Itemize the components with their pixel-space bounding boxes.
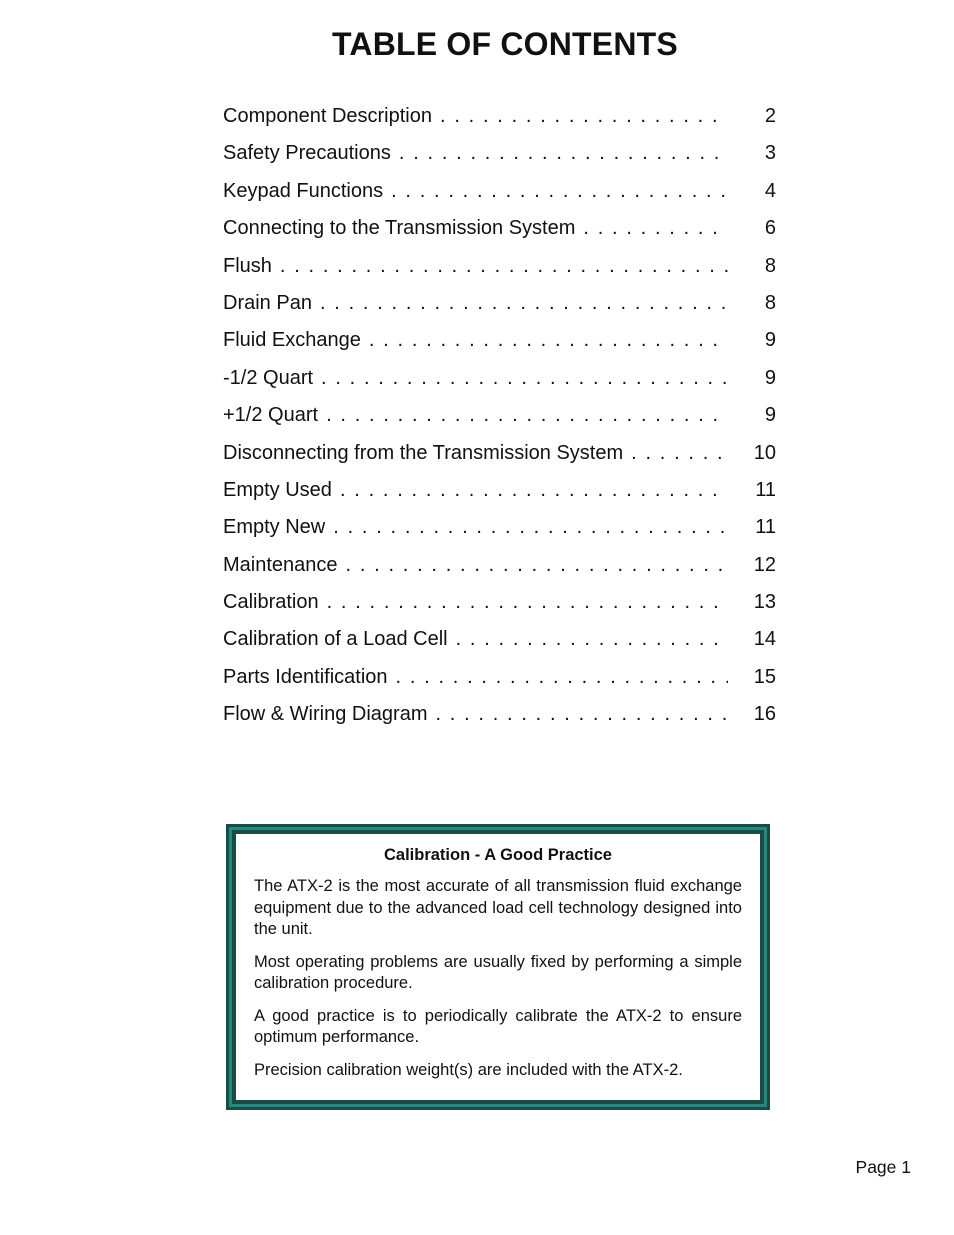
toc-entry-label: Empty Used xyxy=(223,478,332,501)
toc-entry-page: 13 xyxy=(753,591,776,614)
callout-paragraph: The ATX-2 is the most accurate of all transmission fluid exchange equipment due to the advanced load cell technology designed into the unit. xyxy=(254,877,742,938)
toc-entry xyxy=(223,472,776,509)
toc-entry xyxy=(223,397,776,434)
toc-entry-label: Empty New xyxy=(223,516,326,539)
toc-leader-dots xyxy=(391,173,728,210)
toc-leader-dots xyxy=(320,285,728,322)
toc-entry-label: Component Description xyxy=(223,105,432,127)
toc-leader-dots xyxy=(280,248,728,285)
toc-entry-page: 14 xyxy=(753,628,776,651)
toc-entry-page: 9 xyxy=(764,404,776,427)
toc-leader-dots xyxy=(326,397,728,434)
toc-entry-page: 16 xyxy=(753,703,776,726)
toc-entry-page: 12 xyxy=(753,553,776,576)
toc-entry-label: Maintenance xyxy=(223,553,338,576)
toc-entry xyxy=(223,547,776,584)
toc-entry-label: Safety Precautions xyxy=(223,142,391,165)
toc-leader-dots xyxy=(340,472,728,509)
toc-entry-label: Fluid Exchange xyxy=(223,329,361,352)
toc-entry xyxy=(223,135,776,172)
toc-entry xyxy=(223,621,776,658)
toc-leader-dots xyxy=(631,435,728,472)
toc-leader-dots xyxy=(399,135,728,172)
toc-entry-page: 4 xyxy=(764,179,776,202)
toc-entry-label: Flush xyxy=(223,254,272,277)
toc-entry xyxy=(223,285,776,322)
calibration-callout-frame xyxy=(226,824,770,1110)
toc-entry xyxy=(223,696,776,733)
toc-leader-dots xyxy=(321,360,728,397)
toc-entry-page: 15 xyxy=(753,665,776,688)
toc-entry xyxy=(223,435,776,472)
toc-entry-label: Keypad Functions xyxy=(223,179,384,202)
toc-leader-dots xyxy=(327,584,728,621)
toc-entry-page: 10 xyxy=(753,441,776,464)
toc-entry-label: +1/2 Quart xyxy=(223,404,319,427)
toc-entry xyxy=(223,210,776,247)
toc-entry xyxy=(223,173,776,210)
callout-paragraph: Precision calibration weight(s) are included with the ATX-2. xyxy=(254,1060,683,1079)
toc-entry-page: 3 xyxy=(764,142,776,165)
calibration-callout-box xyxy=(233,831,763,1103)
toc-leader-dots xyxy=(346,547,728,584)
toc-leader-dots xyxy=(369,322,728,359)
toc-entry xyxy=(223,659,776,696)
toc-entry xyxy=(223,584,776,621)
toc-entry-page: 11 xyxy=(755,516,776,539)
toc-entry xyxy=(223,248,776,285)
toc-entry-page: 6 xyxy=(764,217,776,240)
toc-entry-label: Drain Pan xyxy=(223,291,312,314)
toc-entry-page: 9 xyxy=(764,366,776,389)
toc-leader-dots xyxy=(435,696,728,733)
table-of-contents xyxy=(223,98,776,734)
toc-leader-dots xyxy=(583,210,728,247)
toc-entry-page: 11 xyxy=(755,478,776,501)
toc-entry-label: Disconnecting from the Transmission System xyxy=(223,441,624,464)
toc-entry-label: -1/2 Quart xyxy=(223,366,314,389)
toc-leader-dots xyxy=(456,621,728,658)
toc-entry-label: Parts Identification xyxy=(223,665,388,688)
toc-entry-page: 2 xyxy=(764,105,776,127)
toc-entry xyxy=(223,509,776,546)
toc-entry-label: Connecting to the Transmission System xyxy=(223,217,576,240)
toc-entry-label: Calibration of a Load Cell xyxy=(223,628,448,651)
toc-leader-dots xyxy=(440,98,728,135)
toc-entry xyxy=(223,322,776,359)
toc-entry xyxy=(223,98,776,135)
toc-entry-page: 9 xyxy=(764,329,776,352)
toc-entry-page: 8 xyxy=(764,254,776,277)
toc-leader-dots xyxy=(333,509,728,546)
page-title: TABLE OF CONTENTS xyxy=(332,26,678,62)
toc-entry-page: 8 xyxy=(764,291,776,314)
toc-leader-dots xyxy=(396,659,728,696)
toc-entry-label: Calibration xyxy=(223,591,319,614)
page-number: Page 1 xyxy=(855,1157,911,1177)
toc-entry-label: Flow & Wiring Diagram xyxy=(223,703,428,726)
toc-entry xyxy=(223,360,776,397)
callout-paragraph: A good practice is to periodically calibrate the ATX-2 to ensure optimum performance. xyxy=(254,1006,742,1046)
callout-heading: Calibration - A Good Practice xyxy=(384,846,612,864)
callout-paragraph: Most operating problems are usually fixed by performing a simple calibration procedure. xyxy=(254,952,742,992)
